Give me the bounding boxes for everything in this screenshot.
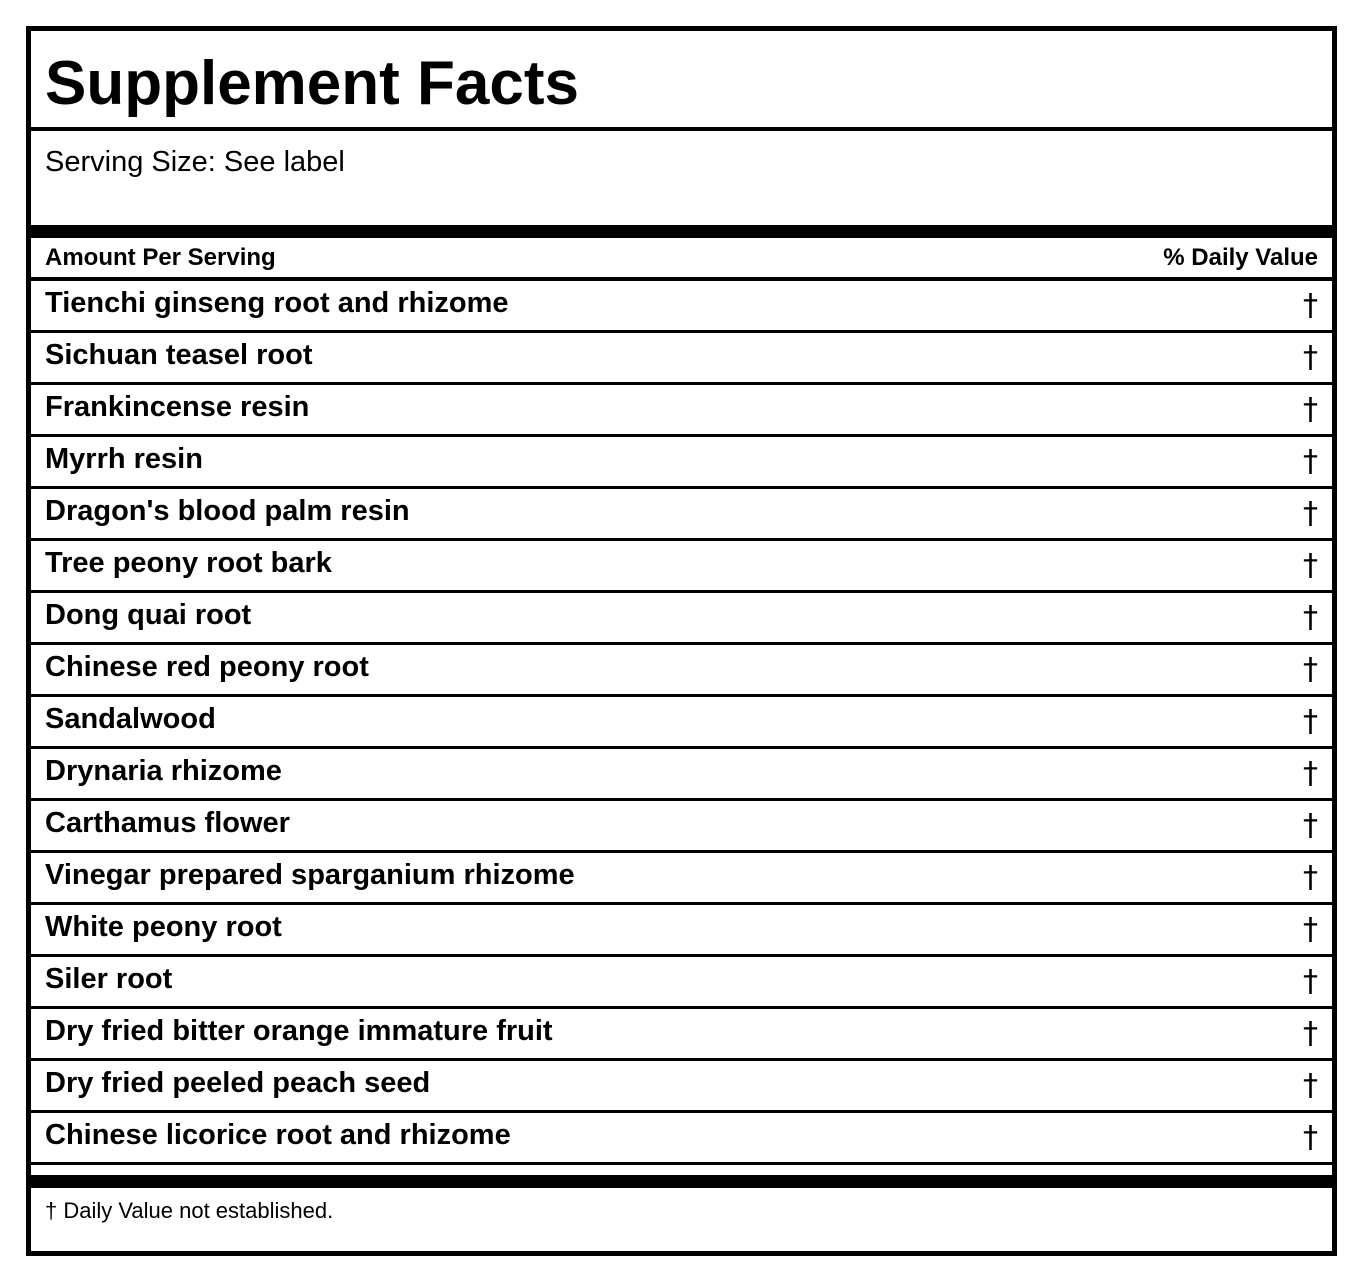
ingredient-name: Drynaria rhizome: [45, 755, 282, 787]
ingredient-name: Chinese licorice root and rhizome: [45, 1119, 511, 1151]
ingredient-daily-value: †: [1303, 548, 1318, 583]
ingredient-name: Dong quai root: [45, 599, 252, 631]
ingredient-name: Dry fried bitter orange immature fruit: [45, 1015, 553, 1047]
ingredient-name: Myrrh resin: [45, 443, 203, 475]
ingredient-name: Sandalwood: [45, 703, 216, 735]
page-title: Supplement Facts: [45, 49, 579, 118]
ingredient-name: Siler root: [45, 963, 173, 995]
supplement-facts-panel: [26, 26, 1337, 1256]
ingredient-daily-value: †: [1303, 860, 1318, 895]
ingredient-daily-value: †: [1303, 652, 1318, 687]
ingredient-row: [31, 1009, 1332, 1061]
ingredient-row: [31, 281, 1332, 333]
ingredient-daily-value: †: [1303, 340, 1318, 375]
ingredient-daily-value: †: [1303, 600, 1318, 635]
daily-value-header: % Daily Value: [1163, 243, 1318, 271]
ingredient-row: [31, 697, 1332, 749]
ingredient-name: Sichuan teasel root: [45, 339, 313, 371]
amount-per-serving-header: Amount Per Serving: [45, 243, 276, 271]
ingredient-name: Tree peony root bark: [45, 547, 332, 579]
ingredient-row: [31, 385, 1332, 437]
ingredient-row: [31, 1061, 1332, 1113]
ingredient-name: Tienchi ginseng root and rhizome: [45, 287, 509, 319]
footnote: † Daily Value not established.: [45, 1198, 334, 1223]
title-block: [31, 31, 1332, 131]
ingredient-name: Dragon's blood palm resin: [45, 495, 410, 527]
ingredient-daily-value: †: [1303, 392, 1318, 427]
ingredient-row: [31, 437, 1332, 489]
ingredient-daily-value: †: [1303, 496, 1318, 531]
ingredient-row: [31, 801, 1332, 853]
ingredient-row: [31, 645, 1332, 697]
ingredient-row: [31, 957, 1332, 1009]
thick-divider: [31, 225, 1332, 238]
ingredient-name: Carthamus flower: [45, 807, 290, 839]
ingredient-row: [31, 333, 1332, 385]
ingredient-name: Dry fried peeled peach seed: [45, 1067, 431, 1099]
ingredient-daily-value: †: [1303, 1016, 1318, 1051]
ingredient-name: Vinegar prepared sparganium rhizome: [45, 859, 575, 891]
ingredient-name: Frankincense resin: [45, 391, 310, 423]
serving-size: Serving Size: See label: [45, 146, 345, 178]
ingredient-name: White peony root: [45, 911, 282, 943]
ingredient-row: [31, 1113, 1332, 1165]
ingredient-daily-value: †: [1303, 808, 1318, 843]
ingredient-row: [31, 749, 1332, 801]
thick-divider-bottom: [31, 1175, 1332, 1188]
ingredient-row: [31, 593, 1332, 645]
ingredient-daily-value: †: [1303, 1068, 1318, 1103]
ingredient-row: [31, 541, 1332, 593]
ingredient-daily-value: †: [1303, 704, 1318, 739]
ingredient-list: [31, 281, 1332, 1165]
column-header-row: [31, 238, 1332, 281]
ingredient-row: [31, 489, 1332, 541]
ingredient-daily-value: †: [1303, 912, 1318, 947]
ingredient-daily-value: †: [1303, 756, 1318, 791]
ingredient-name: Chinese red peony root: [45, 651, 369, 683]
ingredient-row: [31, 853, 1332, 905]
spacer: [31, 1165, 1332, 1175]
ingredient-daily-value: †: [1303, 288, 1318, 323]
ingredient-row: [31, 905, 1332, 957]
ingredient-daily-value: †: [1303, 444, 1318, 479]
serving-block: [31, 131, 1332, 225]
ingredient-daily-value: †: [1303, 1120, 1318, 1155]
ingredient-daily-value: †: [1303, 964, 1318, 999]
